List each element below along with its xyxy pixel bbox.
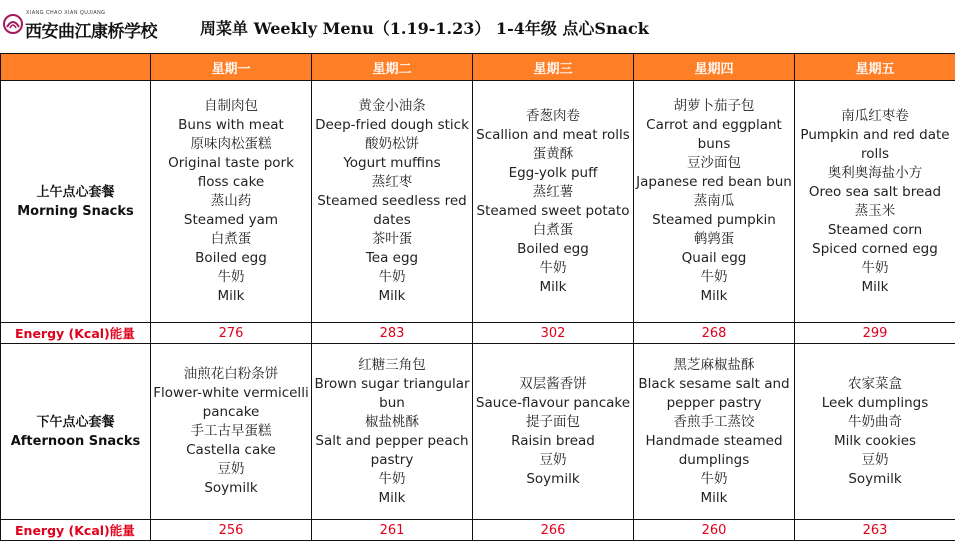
menu-item-line: 牛奶	[378, 470, 406, 487]
energy-value: 256	[151, 520, 312, 541]
menu-cell	[473, 81, 634, 323]
energy-value: 283	[312, 323, 473, 344]
menu-item-line: 牛奶	[861, 259, 889, 276]
menu-item-line: 黑芝麻椒盐酥	[673, 356, 755, 373]
menu-item-line: 酸奶松饼	[365, 136, 419, 152]
menu-item-line: 牛奶曲奇	[848, 413, 902, 430]
menu-item-line: 白煮蛋	[532, 221, 574, 238]
menu-item-line: 奥利奥海盐小方	[827, 164, 923, 181]
menu-item-line: Milk	[700, 288, 728, 304]
menu-item-line: Yogurt muffins	[343, 155, 441, 171]
menu-item-line: Boiled egg	[195, 250, 267, 266]
menu-item-line: 南瓜红枣卷	[841, 107, 909, 124]
logo-school-name: 西安曲江康桥学校	[25, 22, 157, 42]
menu-item-line: Soymilk	[204, 480, 258, 496]
menu-item-line: Deep-fried dough stick	[315, 117, 469, 133]
menu-item-line: Milk	[861, 278, 889, 295]
menu-item-line: 牛奶	[700, 470, 728, 487]
menu-item-line: Leek dumplings	[821, 394, 929, 411]
row-label-cn: 下午点心套餐	[36, 414, 115, 430]
day-header: 星期一	[151, 54, 312, 81]
menu-item-line: Flower-white vermicelli pancake	[153, 385, 309, 420]
menu-item-line: 自制肉包	[204, 98, 258, 114]
menu-item-line: 蒸南瓜	[693, 193, 735, 209]
menu-item-line: 牛奶	[700, 269, 728, 285]
energy-value: 276	[151, 323, 312, 344]
menu-item-line: 蒸山药	[210, 193, 252, 209]
energy-value: 260	[634, 520, 795, 541]
menu-item-line: Scallion and meat rolls	[476, 126, 630, 143]
row-label-morning	[1, 81, 151, 323]
menu-item-line: Soymilk	[526, 470, 580, 487]
energy-value: 261	[312, 520, 473, 541]
menu-cell	[151, 344, 312, 520]
menu-item-line: Japanese red bean bun	[636, 174, 792, 190]
menu-item-line: Buns with meat	[178, 117, 284, 133]
menu-item-line: 油煎花白粉条饼	[183, 366, 279, 382]
school-logo	[3, 8, 178, 44]
energy-value: 299	[795, 323, 955, 344]
menu-item-line: Milk cookies	[833, 432, 917, 449]
energy-value: 266	[473, 520, 634, 541]
school-emblem-icon	[3, 14, 23, 34]
menu-cell	[312, 344, 473, 520]
menu-cell	[312, 81, 473, 323]
menu-item-line: Egg-yolk puff	[508, 164, 598, 181]
day-header: 星期五	[795, 54, 955, 81]
menu-item-line: Oreo sea salt bread	[808, 183, 942, 200]
menu-item-line: 蒸红薯	[532, 183, 574, 200]
menu-item-line: Milk	[539, 278, 567, 295]
menu-item-line: 蛋黄酥	[532, 145, 574, 162]
menu-item-line: Raisin bread	[511, 432, 595, 449]
menu-item-line: 豆沙面包	[687, 155, 741, 171]
menu-item-line: 豆奶	[217, 461, 245, 477]
afternoon-snacks-row	[1, 344, 955, 520]
page-title: 周菜单 Weekly Menu（1.19-1.23） 1-4年级 点心Snack	[200, 19, 649, 38]
day-header: 星期二	[312, 54, 473, 81]
menu-item-line: Milk	[217, 288, 245, 304]
menu-cell	[634, 81, 795, 323]
menu-cell	[634, 344, 795, 520]
menu-item-line: Milk	[378, 288, 406, 304]
logo-pinyin: XIANG CHAO XIAN QUJIANG	[26, 10, 106, 16]
day-header: 星期三	[473, 54, 634, 81]
menu-item-line: 原味肉松蛋糕	[190, 136, 272, 152]
header-corner	[1, 54, 151, 81]
menu-item-line: Handmade steamed dumplings	[645, 432, 783, 468]
menu-cell	[795, 81, 955, 323]
menu-item-line: Steamed sweet potato	[476, 202, 630, 219]
energy-value: 268	[634, 323, 795, 344]
menu-item-line: Soymilk	[848, 470, 902, 487]
menu-cell	[473, 344, 634, 520]
weekly-menu-table	[0, 53, 955, 541]
day-header-row	[1, 54, 955, 81]
menu-item-line: 椒盐桃酥	[365, 413, 419, 430]
menu-item-line: 豆奶	[861, 451, 889, 468]
afternoon-energy-row	[1, 520, 955, 541]
menu-item-line: 双层酱香饼	[519, 375, 587, 392]
row-label-en: Morning Snacks	[17, 203, 134, 219]
menu-item-line: 白煮蛋	[210, 231, 252, 247]
menu-item-line: 香葱肉卷	[526, 107, 580, 124]
menu-cell	[795, 344, 955, 520]
menu-item-line: 红糖三角包	[358, 356, 426, 373]
day-header: 星期四	[634, 54, 795, 81]
energy-value: 263	[795, 520, 955, 541]
menu-item-line: 香煎手工蒸饺	[673, 413, 755, 430]
menu-item-line: Milk	[378, 489, 406, 506]
energy-label: Energy (Kcal)能量	[1, 520, 151, 541]
menu-item-line: Spiced corned egg	[812, 240, 938, 257]
page-header	[0, 0, 955, 53]
menu-item-line: Brown sugar triangular bun	[314, 375, 470, 411]
menu-item-line: Boiled egg	[517, 240, 589, 257]
menu-item-line: Steamed seedless red dates	[317, 193, 467, 228]
menu-item-line: Original taste pork floss cake	[168, 155, 294, 190]
menu-item-line: 牛奶	[217, 269, 245, 285]
menu-item-line: 鹌鹑蛋	[693, 231, 735, 247]
menu-item-line: 手工古早蛋糕	[190, 423, 272, 439]
menu-item-line: Carrot and eggplant buns	[646, 117, 782, 152]
menu-item-line: Black sesame salt and pepper pastry	[638, 375, 790, 411]
menu-item-line: 豆奶	[539, 451, 567, 468]
row-label-cn: 上午点心套餐	[36, 184, 115, 200]
energy-label: Energy (Kcal)能量	[1, 323, 151, 344]
morning-snacks-row	[1, 81, 955, 323]
menu-item-line: 提子面包	[526, 413, 580, 430]
menu-item-line: Pumpkin and red date rolls	[800, 126, 950, 162]
menu-item-line: Steamed corn	[827, 221, 923, 238]
morning-energy-row	[1, 323, 955, 344]
menu-item-line: Sauce-flavour pancake	[475, 394, 631, 411]
menu-item-line: 蒸玉米	[854, 202, 896, 219]
menu-item-line: Quail egg	[681, 250, 747, 266]
menu-item-line: 牛奶	[378, 269, 406, 285]
menu-item-line: 蒸红枣	[371, 174, 413, 190]
menu-item-line: Salt and pepper peach pastry	[315, 432, 469, 468]
menu-item-line: 牛奶	[539, 259, 567, 276]
menu-item-line: Castella cake	[186, 442, 276, 458]
menu-item-line: 黄金小油条	[358, 98, 426, 114]
menu-item-line: Milk	[700, 489, 728, 506]
menu-item-line: Tea egg	[365, 250, 419, 266]
menu-item-line: 胡萝卜茄子包	[673, 98, 755, 114]
menu-item-line: 农家菜盒	[848, 375, 902, 392]
row-label-en: Afternoon Snacks	[10, 433, 141, 449]
menu-item-line: Steamed pumpkin	[652, 212, 776, 228]
row-label-afternoon	[1, 344, 151, 520]
menu-item-line: Steamed yam	[183, 212, 279, 228]
menu-item-line: 茶叶蛋	[371, 231, 413, 247]
energy-value: 302	[473, 323, 634, 344]
menu-cell	[151, 81, 312, 323]
